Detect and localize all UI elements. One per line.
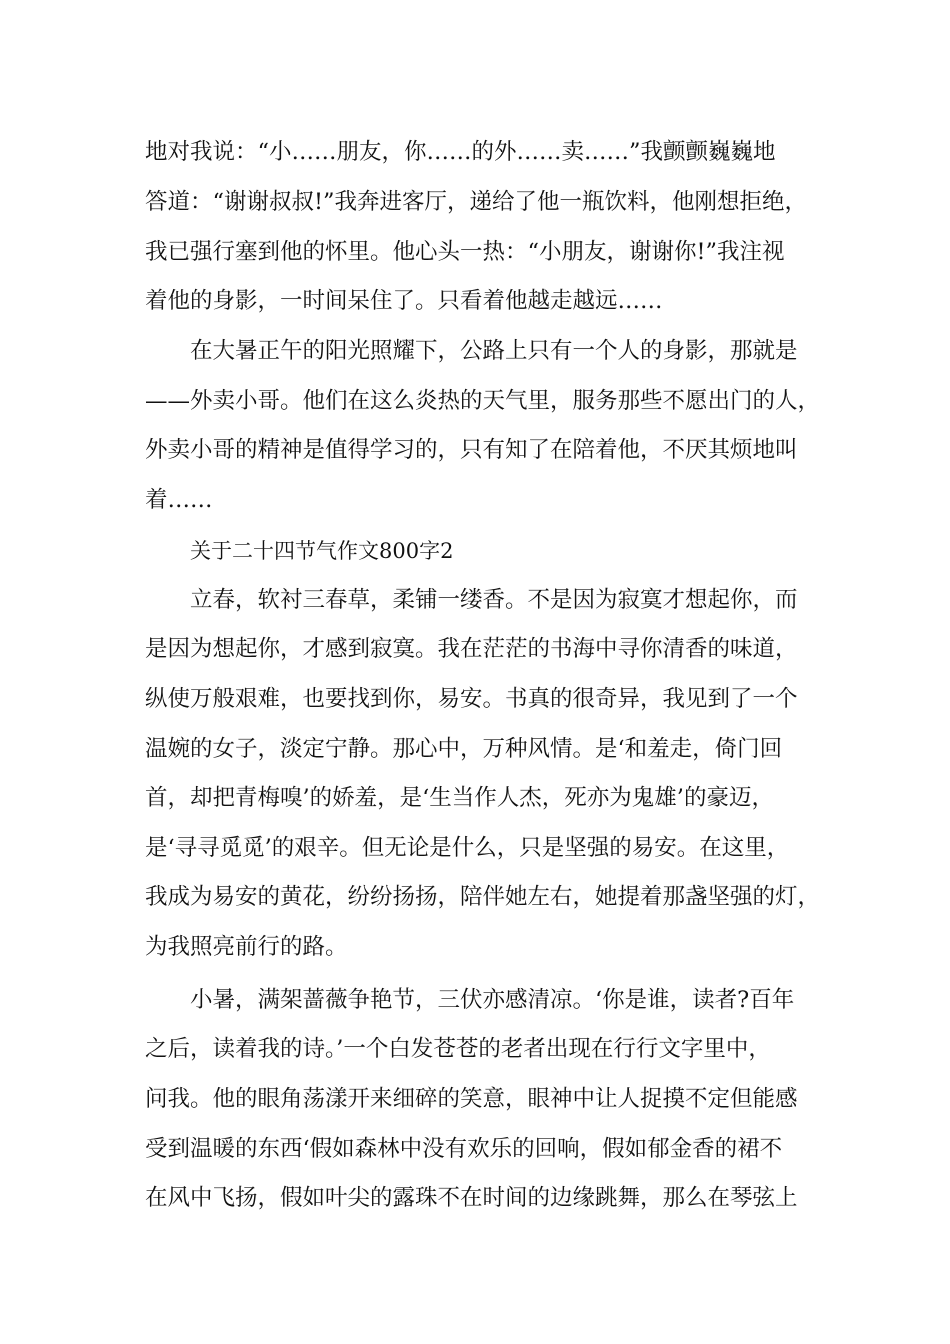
text-line: 地对我说：“小……朋友，你……的外……卖……”我颤颤巍巍地 bbox=[145, 139, 776, 165]
section-heading: 关于二十四节气作文800字2 bbox=[190, 539, 454, 563]
paragraph-first-line: 小暑，满架蔷薇争艳节，三伏亦感清凉。‘你是谁，读者?百年 bbox=[190, 987, 795, 1013]
text-line: 我成为易安的黄花，纷纷扬扬，陪伴她左右，她提着那盏坚强的灯， bbox=[145, 884, 821, 910]
text-line: ——外卖小哥。他们在这么炎热的天气里，服务那些不愿出门的人， bbox=[145, 388, 821, 414]
paragraph-first-line: 在大暑正午的阳光照耀下，公路上只有一个人的身影，那就是 bbox=[190, 338, 798, 364]
text-line: 之后，读着我的诗。’一个白发苍苍的老者出现在行行文字里中， bbox=[145, 1036, 771, 1062]
text-line: 是因为想起你，才感到寂寞。我在茫茫的书海中寻你清香的味道， bbox=[145, 636, 798, 662]
text-line: 问我。他的眼角荡漾开来细碎的笑意，眼神中让人捉摸不定但能感 bbox=[145, 1086, 798, 1112]
text-line: 温婉的女子，淡定宁静。那心中，万种风情。是‘和羞走，倚门回 bbox=[145, 736, 783, 762]
text-line: 纵使万般艰难，也要找到你，易安。书真的很奇异，我见到了一个 bbox=[145, 686, 798, 712]
paragraph-first-line: 立春，软衬三春草，柔铺一缕香。不是因为寂寞才想起你，而 bbox=[190, 587, 798, 613]
text-line: 首，却把青梅嗅’的娇羞，是‘生当作人杰，死亦为鬼雄’的豪迈， bbox=[145, 785, 774, 811]
text-line: 为我照亮前行的路。 bbox=[145, 934, 348, 960]
text-line: 我已强行塞到他的怀里。他心头一热：“小朋友，谢谢你!”我注视 bbox=[145, 239, 785, 265]
text-line: 是‘寻寻觅觅’的艰辛。但无论是什么，只是坚强的易安。在这里， bbox=[145, 835, 790, 861]
text-line: 受到温暖的东西‘假如森林中没有欢乐的回响，假如郁金香的裙不 bbox=[145, 1136, 783, 1162]
text-line: 着…… bbox=[145, 487, 213, 513]
text-line: 外卖小哥的精神是值得学习的，只有知了在陪着他，不厌其烦地叫 bbox=[145, 437, 798, 463]
text-line: 着他的身影，一时间呆住了。只看着他越走越远…… bbox=[145, 288, 663, 314]
text-line: 答道：“谢谢叔叔!”我奔进客厅，递给了他一瓶饮料，他刚想拒绝， bbox=[145, 189, 808, 215]
text-line: 在风中飞扬，假如叶尖的露珠不在时间的边缘跳舞，那么在琴弦上 bbox=[145, 1185, 798, 1211]
